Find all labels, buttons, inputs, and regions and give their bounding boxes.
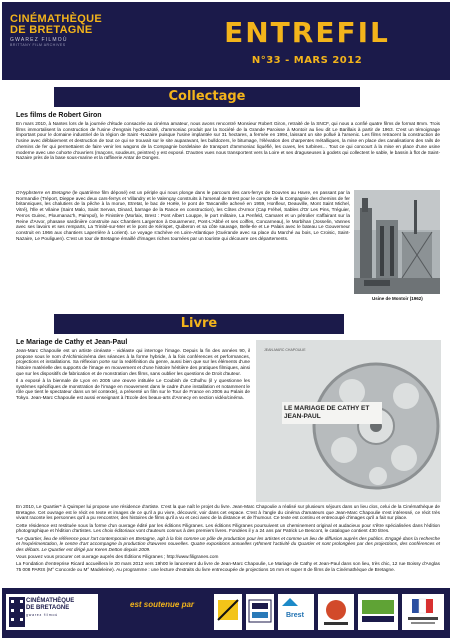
cinematheque-logo — [10, 14, 150, 47]
cover-title: LE MARIAGE DE CATHY ET JEAN-PAUL — [284, 405, 370, 420]
book-cover — [256, 340, 441, 502]
footer-logo-title-line-1: CINÉMATHÈQUE — [26, 598, 75, 604]
section-title-collectage: Collectage — [168, 89, 246, 104]
collectage-paragraph-2-body: (le quatrième film déposé) est un périple qui nous plonge dans le parcours des cars-ferrys de Douvres au Havre, en passant par la Normandie (Tréport, Dieppe avec deux cars-ferrys et Villandry et le Valençay construits à l'arsenal de Brest pour le compte de la Compagnie des chemins de fer britanniques, les chalutiers de la pêche à la morue, Etretat, le bac de Hoële, le pont de Tancarville achevé en 1959, Honfleur, Deauville, Mont Saint Michel, Vitré), l'Ille et Vilaine (Saint Malo, Saint Servan, Dinard, barrage de la Rance en construction), les Côtes d'Armor (Cap Fréhel, Sables d'Or Les Pins, Tréguier, Perros Guirec, Ploumanac'h, Paimpol), le Finistère (Morlaix, Brest : Pont Albert Louppe, le port militaire, La Penfeld, Camaret et un pétrolier s'affairant sur la Reine d'Arvor, phasase sardinière construite aux Chantiers Largenton à Douarnenez, Pont-L'Abbé et ses coiffes, Concarneau), le Morbihan (Josselin, Vannes avec ses lavoirs et ses remparts, La Trinité-sur-Mer et le pont de Kérispet, Quiberon et sa côte sauvage, Belle-Ile et Le Palais avec le bateau Le Gouverneur construit en 1966 aux chantiers Laperrière à Lorient). Le voyage s'achève en Loire-Atlantique (Guérande avec sa place du Marché au bois, Le Croisic, Saint-Nazaire, Le Pouliguen). C'est un tour de Bretagne émaillé d'images riches tournées par un touriste qui découvre ces départements. — [16, 190, 350, 241]
footer-sponsors — [2, 588, 450, 638]
logo-title-line-2: DE BRETAGNE — [10, 24, 93, 36]
sponsor-3-mark — [318, 594, 354, 630]
footer-logo-subtitle: gwarez filmoù — [26, 613, 58, 617]
logo-tagline: BRITTANY FILM ARCHIVES — [10, 43, 66, 47]
livre-paragraph-2: Il a exposé à la biennale de Lyon en 2005 une œuvre intitulée Le Coubish de Cthulhu (il y questionne les systèmes spécifiques de monstration de l'image en mouvement dans le cadre d'une installation et notamment le rôle que tient le spectateur dans un tel contexte), a présenté un film sur le Tour de France en 2006 au Palais de Tokyo. Jean-Marc Chapoulie est aussi enseignant à l'Ecole des beaux-arts d'Annecy en section vidéo/cinéma. — [16, 378, 250, 401]
sponsor-5-mark — [402, 594, 444, 630]
sponsor-logo-brest — [278, 594, 314, 630]
livre-paragraph-6: La Fondation d'entreprise Ricard accueillera le 20 mars 2012 vers 19h00 le lancement du livre de Jean-Marc Chapoulie, Le Mariage de Cathy et Jean-Paul dans son lieu, très chic, 12 rue Boissy d'Anglas 75 008 PARIS (M° Concorde ou M° Madeleine). Au programme : une lecture d'extraits du livre entrecoupée de projections 16 mm et super 8 de films de la Cinémathèque de Bretagne. — [16, 561, 440, 573]
sponsor-logo-4 — [358, 594, 398, 630]
supported-by-label: est soutenue par — [130, 600, 195, 609]
collectage-paragraph-2 — [16, 190, 350, 300]
footer-logo-title — [26, 598, 74, 611]
photo-caption: Usine de Montoir (1962) — [372, 296, 423, 301]
sponsor-logo-5 — [402, 594, 444, 630]
livre-footnote: *Le Quartier, lieu de référence pour l'art contemporain en Bretagne, agit à la fois comme un pôle de production pour les artistes et comme un lieu de diffusion auprès des publics. Engagé dans la recherche et l'expérimentation, le centre d'art accompagne la production d'œuvres nouvelles. Quatre expositions annuelles rythment l'activité du Quartier et sont prolongées par des projections, des conférences et des débats. Le Quartier est dirigé par Keren Detton depuis 2009. — [16, 535, 440, 552]
collectage-paragraph-2-text — [16, 190, 350, 241]
film-title-inline: D'Hypbsterre en Bretagne — [16, 190, 71, 195]
collectage-paragraph-1-text: En mars 2010, à Nantes lors de la journée d'étude consacrée au cinéma amateur, nous avons rencontré Monsieur Robert Giron, retraité de la SNCF, qui nous a confié quatre films de format 8mm. Trois films immortalisent la construction de l'usine d'engrais hydro-azoté, d'ammoniac produit par la Société de la Grande Paroisse à Montoir au lieu dit Le Barillais à partir de 1963. C'est un témoignage important pour le domaine industriel de la région de Saint -Nazaire puisque l'usine implantée sur 31 hectares, a fermée en 1994, laissant un site pollué à l'arsenic. Les films retracent la construction de l'usine avec déblaiement et destruction de tout ce qui se trouvait sur le site auparavant, les bulldozers, le bitumage, l'élévation des charpentes métalliques, la mise en place des canalisations des rails de chemins de fer qui permettaient de faire venir les wagons de la Compagnie bordelaise de transport d'ammoniac liquéfié, les cuves, les turbines… Tout ce qui concourt à la mise en place d'une usine moderne avec une cohorte d'ouvriers (maçons, soudeurs, peintres) y est exposé. D'autres vues nous transportent vers la Loire et ses draguseuses à godets qui collectent le sable, le bassin à flot de Saint-Nazaire près de la base sous-marine et la raffinerie Antar de Donges. — [16, 121, 440, 161]
sponsor-4-mark — [358, 594, 398, 630]
newsletter-title: ENTREFIL — [224, 16, 390, 49]
sponsor-2-mark — [246, 594, 274, 630]
factory-photo-image — [354, 190, 440, 294]
masthead — [2, 2, 450, 80]
sponsor-logo-1 — [214, 594, 242, 630]
sponsor-1-mark — [214, 594, 242, 630]
livre-paragraph-3: En 2010, Le Quartier* à Quimper lui propose une résidence d'artiste. C'est la que naît le projet du livre. Jean-Marc Chapoulie a réalisé sur plusieurs séjours dans un lieu clos, celui de la Cinémathèque de Bretagne. Cet ouvrage est le récit en texte et images de ce qu'il a pu vivre, découvrir, voir dans cet espace. C'est à l'angle du cinéma d'amateurs que Jean-Marc Chapoulie s'est intéressé, ce récit très vivant raconte les personnes qu'il a pu rencontrer, des histoires de films qu'il a vu et ceci avec de la distance et de l'humour. Ce texte est continu et entrecoupé d'images qu'il a fait sur place. — [16, 504, 440, 521]
issue-number: N°33 - MARS 2012 — [251, 55, 363, 66]
logo-title-line-1: CINÉMATHÈQUE — [10, 13, 103, 25]
section-banner-livre — [54, 314, 344, 334]
article-title-mariage: Le Mariage de Cathy et Jean-Paul — [16, 339, 128, 346]
collectage-paragraph-1 — [16, 121, 440, 189]
logo-subtitle: GWAREZ FILMOÙ — [10, 37, 68, 43]
livre-paragraph-4: Cette résidence est restituée sous la forme d'un ouvrage édité par les éditions Filigranes. Les éditions Filigranes poursuivent un cheminement original et audacieux pour s'être spécialisées dans l'édition photographique et l'édition d'artistes. Les choix éditoriaux vont d'auteurs connus à des premiers livres. Fondées il y a 24 ans par Patrick Le Bescont, le catalogue contient 430 titres. — [16, 522, 440, 534]
sponsor-logo-2 — [246, 594, 274, 630]
film-reel-image — [256, 340, 441, 502]
section-title-livre: Livre — [180, 316, 218, 331]
footer-logo-title-line-2: DE BRETAGNE — [26, 604, 70, 611]
factory-photo — [354, 190, 440, 294]
section-banner-collectage — [54, 87, 360, 107]
sponsor-logo-3 — [318, 594, 354, 630]
livre-paragraph-5: Vous pouvez vous procurer cet ouvrage auprès des Éditions Filigranes ; http://www.filigranes.com — [16, 554, 219, 560]
cover-author: JEAN-MARC CHAPOULIE — [264, 348, 306, 352]
livre-full-width-text — [16, 504, 440, 580]
film-strip-icon — [9, 597, 25, 627]
footer-cinematheque-logo — [6, 594, 98, 630]
livre-paragraph-1: Jean-Marc Chapoulie est un artiste cinéaste - vidéaste qui interroge l'image. Depuis la fin des années 90, il propose sous le nom d'Alchimicinéma des séances à la forme hybride, à la fois conférences et performances, projections et installations. Sa réflexion porte sur la redéfinition du genre, aussi bien que sur les éléments d'une histoire matérielle des supports de l'image en mouvement et d'une histoire héritière des pratiques filmiques, ainsi que sur les dispositifs de fabrication et de monstration des films, sans oublier les questions de Droit d'auteur. — [16, 348, 250, 376]
brest-wordmark: Brest — [286, 612, 304, 619]
article-title-robert-giron: Les films de Robert Giron — [16, 112, 102, 119]
